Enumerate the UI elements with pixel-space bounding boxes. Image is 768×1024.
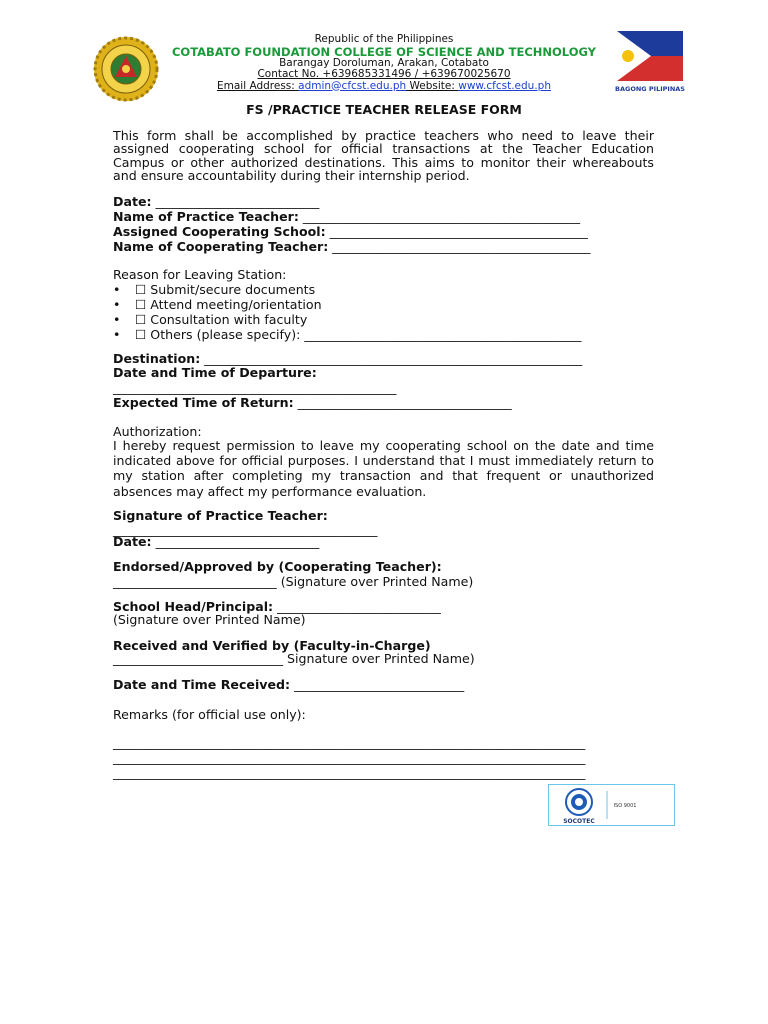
- return-blank[interactable]: __________________________________: [293, 395, 512, 410]
- cooperating-school-field[interactable]: [113, 225, 588, 239]
- reason-option-text[interactable]: ☐ Consultation with faculty: [135, 312, 308, 327]
- signature-date-field[interactable]: [113, 535, 319, 549]
- remarks-line[interactable]: ___________________________________________________________________________: [113, 735, 586, 750]
- reason-option[interactable]: [113, 298, 322, 312]
- bagong-pilipinas-logo: [611, 31, 689, 95]
- date-label: Date:: [113, 194, 152, 209]
- bullet-dot: •: [113, 297, 121, 312]
- practice-teacher-label: Name of Practice Teacher:: [113, 209, 299, 224]
- cert-iso: ISO 9001: [613, 803, 637, 809]
- website-label: Website:: [406, 79, 459, 92]
- destination-field[interactable]: [113, 352, 582, 366]
- contact-line: Contact No. +639685331496 / +639670025670: [257, 68, 511, 80]
- practice-teacher-blank[interactable]: ____________________________________________: [298, 209, 580, 224]
- school-head-label: School Head/Principal:: [113, 599, 274, 614]
- reason-option-text[interactable]: ☐ Others (please specify): ____________________________________________: [135, 327, 582, 342]
- signature-date-label: Date:: [113, 534, 152, 549]
- return-field[interactable]: [113, 396, 512, 410]
- signature-date-blank[interactable]: __________________________: [151, 534, 320, 549]
- date-blank[interactable]: __________________________: [151, 194, 320, 209]
- cooperating-school-blank[interactable]: _________________________________________: [325, 224, 588, 239]
- date-field[interactable]: [113, 195, 319, 209]
- remarks-label: Remarks (for official use only):: [113, 707, 306, 722]
- date-received-label: Date and Time Received:: [113, 677, 291, 692]
- bullet-dot: •: [113, 282, 121, 297]
- college-name: COTABATO FOUNDATION COLLEGE OF SCIENCE AND TECHNOLOGY: [171, 44, 597, 59]
- destination-label: Destination:: [113, 351, 201, 366]
- email-link[interactable]: admin@cfcst.edu.ph: [298, 79, 407, 92]
- reason-option[interactable]: [113, 328, 581, 342]
- reason-option-text[interactable]: ☐ Attend meeting/orientation: [135, 297, 322, 312]
- departure-label: [113, 366, 317, 380]
- school-head-blank[interactable]: __________________________: [273, 599, 441, 614]
- right-logo-text: BAGONG PILIPINAS: [615, 85, 685, 93]
- remarks-line[interactable]: ___________________________________________________________________________: [113, 750, 586, 765]
- email-label: Email Address:: [216, 79, 299, 92]
- authorization-text: I hereby request permission to leave my cooperating school on the date and time indicated above for official purposes. I understand that I must immediately return to my station after completing my transaction and that frequent or unauthorized absences may affect my performance evaluation.: [113, 438, 654, 499]
- reason-option-text[interactable]: ☐ Submit/secure documents: [135, 282, 316, 297]
- iso-certification-badge: [548, 784, 675, 826]
- reason-option[interactable]: [113, 313, 307, 327]
- received-label: Received and Verified by (Faculty-in-Charge): [113, 638, 431, 653]
- received-signature-line[interactable]: ___________________________ Signature over Printed Name): [113, 651, 475, 666]
- cert-brand: SOCOTEC: [563, 818, 595, 825]
- departure-blank[interactable]: _____________________________________________: [113, 380, 397, 395]
- intro-paragraph: This form shall be accomplished by practice teachers who need to leave their assigned cooperating school for official transactions at the Teacher Education Campus or other authorized destinations. This aims to monitor their whereabouts and ensure accountability during their internship period.: [113, 128, 654, 184]
- return-label: Expected Time of Return:: [113, 395, 294, 410]
- date-received-blank[interactable]: ___________________________: [290, 677, 465, 692]
- republic-line: Republic of the Philippines: [314, 33, 454, 45]
- reason-label: Reason for Leaving Station:: [113, 267, 287, 282]
- cooperating-teacher-label: Name of Cooperating Teacher:: [113, 239, 329, 254]
- cooperating-school-label: Assigned Cooperating School:: [113, 224, 326, 239]
- form-title: FS /PRACTICE TEACHER RELEASE FORM: [246, 102, 522, 117]
- reason-option[interactable]: [113, 283, 315, 297]
- bullet-dot: •: [113, 312, 121, 327]
- cooperating-teacher-field[interactable]: [113, 240, 590, 254]
- endorsed-signature-line[interactable]: __________________________ (Signature over Printed Name): [113, 574, 474, 589]
- socotec-logo-icon: [549, 785, 674, 825]
- address-line: Barangay Doroluman, Arakan, Cotabato: [279, 56, 489, 69]
- bullet-dot: •: [113, 327, 121, 342]
- remarks-line[interactable]: ___________________________________________________________________________: [113, 765, 586, 780]
- destination-blank[interactable]: ____________________________________________________________: [200, 351, 583, 366]
- practice-teacher-field[interactable]: [113, 210, 580, 224]
- pt-signature-blank[interactable]: __________________________________________: [113, 522, 378, 537]
- endorsed-label: Endorsed/Approved by (Cooperating Teacher):: [113, 559, 442, 574]
- school-head-caption: (Signature over Printed Name): [113, 612, 306, 627]
- departure-label-text: Date and Time of Departure:: [113, 365, 317, 380]
- website-link[interactable]: www.cfcst.edu.ph: [458, 79, 551, 92]
- authorization-label: Authorization:: [113, 424, 202, 439]
- cooperating-teacher-blank[interactable]: _________________________________________: [328, 239, 591, 254]
- date-received-field[interactable]: [113, 678, 464, 692]
- pt-signature-label: Signature of Practice Teacher:: [113, 508, 328, 523]
